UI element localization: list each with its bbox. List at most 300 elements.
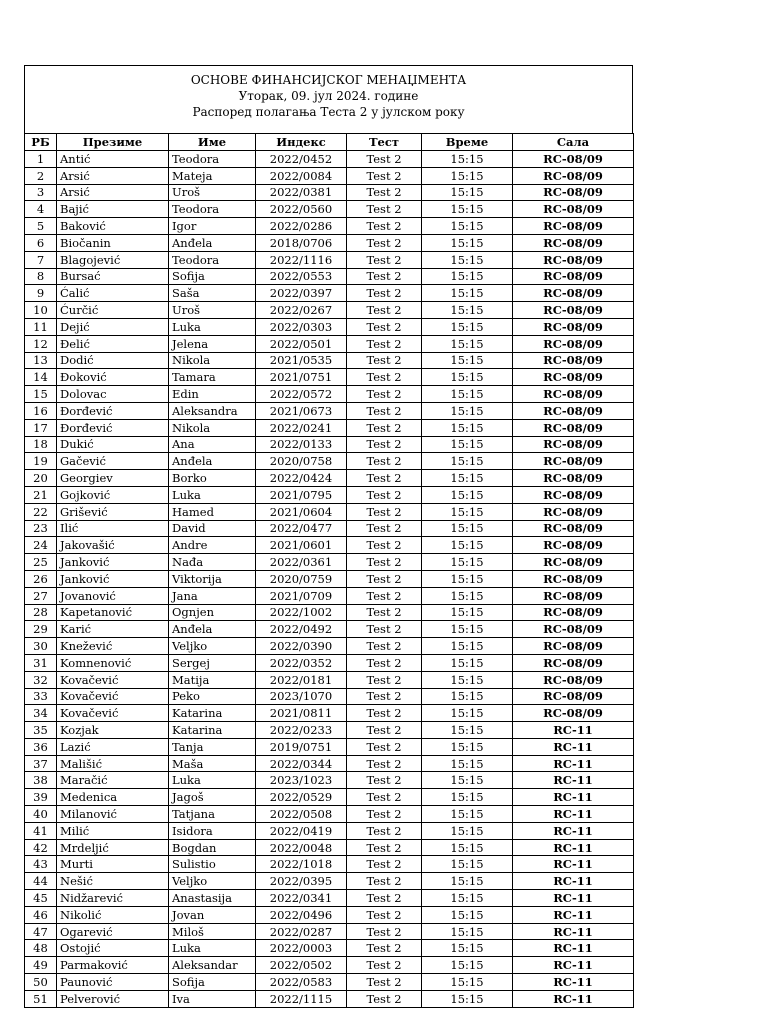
row-number: 10 [25,302,57,319]
row-number: 39 [25,789,57,806]
student-name: Katarina [169,705,256,722]
student-surname: Blagojević [57,251,169,268]
student-name: Uroš [169,184,256,201]
table-row [25,520,634,537]
student-name: Nađa [169,554,256,571]
student-name: Uroš [169,302,256,319]
student-name: Miloš [169,923,256,940]
student-index: 2022/0501 [256,335,347,352]
student-index: 2022/0352 [256,654,347,671]
exam-time: 15:15 [422,839,513,856]
exam-room: RC-08/09 [513,151,634,168]
student-name: Anđela [169,621,256,638]
exam-room: RC-11 [513,772,634,789]
table-row [25,251,634,268]
student-surname: Lazić [57,738,169,755]
exam-test: Test 2 [347,873,422,890]
exam-test: Test 2 [347,554,422,571]
student-surname: Bursać [57,268,169,285]
student-name: Tatjana [169,806,256,823]
column-header-room: Сала [513,134,634,151]
row-number: 12 [25,335,57,352]
exam-test: Test 2 [347,806,422,823]
exam-test: Test 2 [347,856,422,873]
row-number: 30 [25,638,57,655]
row-number: 17 [25,419,57,436]
table-row [25,789,634,806]
row-number: 5 [25,218,57,235]
exam-test: Test 2 [347,638,422,655]
row-number: 9 [25,285,57,302]
exam-test: Test 2 [347,957,422,974]
row-number: 46 [25,906,57,923]
exam-time: 15:15 [422,218,513,235]
exam-test: Test 2 [347,621,422,638]
student-surname: Dejić [57,318,169,335]
student-name: Tanja [169,738,256,755]
exam-time: 15:15 [422,570,513,587]
column-header-index: Индекс [256,134,347,151]
exam-time: 15:15 [422,654,513,671]
student-index: 2021/0535 [256,352,347,369]
exam-room: RC-08/09 [513,604,634,621]
student-surname: Grišević [57,503,169,520]
exam-test: Test 2 [347,906,422,923]
exam-room: RC-08/09 [513,268,634,285]
row-number: 38 [25,772,57,789]
exam-room: RC-11 [513,873,634,890]
table-row [25,436,634,453]
student-name: Maša [169,755,256,772]
student-surname: Murti [57,856,169,873]
exam-test: Test 2 [347,755,422,772]
table-row [25,822,634,839]
student-index: 2022/0341 [256,890,347,907]
row-number: 43 [25,856,57,873]
exam-test: Test 2 [347,923,422,940]
table-row [25,772,634,789]
row-number: 50 [25,974,57,991]
exam-test: Test 2 [347,520,422,537]
student-name: Nikola [169,419,256,436]
row-number: 24 [25,537,57,554]
student-surname: Bajić [57,201,169,218]
table-row [25,738,634,755]
row-number: 42 [25,839,57,856]
exam-time: 15:15 [422,923,513,940]
student-surname: Biočanin [57,234,169,251]
exam-room: RC-08/09 [513,705,634,722]
exam-room: RC-11 [513,856,634,873]
exam-time: 15:15 [422,638,513,655]
student-surname: Arsić [57,184,169,201]
row-number: 14 [25,369,57,386]
row-number: 44 [25,873,57,890]
student-index: 2023/1023 [256,772,347,789]
student-surname: Ilić [57,520,169,537]
student-name: Veljko [169,873,256,890]
exam-time: 15:15 [422,302,513,319]
exam-test: Test 2 [347,940,422,957]
student-surname: Kovačević [57,705,169,722]
student-surname: Arsić [57,167,169,184]
exam-room: RC-08/09 [513,369,634,386]
exam-room: RC-11 [513,738,634,755]
table-row [25,839,634,856]
student-name: Nikola [169,352,256,369]
table-row [25,167,634,184]
column-header-rb: РБ [25,134,57,151]
exam-date: Уторак, 09. јул 2024. године [238,89,419,103]
column-header-test: Тест [347,134,422,151]
student-index: 2021/0604 [256,503,347,520]
document-header [24,65,633,133]
student-index: 2022/0233 [256,722,347,739]
student-surname: Parmaković [57,957,169,974]
exam-test: Test 2 [347,352,422,369]
exam-test: Test 2 [347,251,422,268]
student-index: 2022/0003 [256,940,347,957]
exam-test: Test 2 [347,974,422,991]
exam-time: 15:15 [422,974,513,991]
row-number: 1 [25,151,57,168]
student-surname: Nidžarević [57,890,169,907]
student-index: 2022/0303 [256,318,347,335]
table-row [25,906,634,923]
student-surname: Pelverović [57,990,169,1007]
student-name: David [169,520,256,537]
exam-room: RC-11 [513,839,634,856]
student-index: 2022/0133 [256,436,347,453]
exam-room: RC-08/09 [513,453,634,470]
student-index: 2021/0601 [256,537,347,554]
row-number: 32 [25,671,57,688]
exam-room: RC-08/09 [513,671,634,688]
exam-test: Test 2 [347,302,422,319]
student-name: Anđela [169,453,256,470]
exam-time: 15:15 [422,940,513,957]
table-row [25,285,634,302]
exam-time: 15:15 [422,990,513,1007]
exam-room: RC-08/09 [513,486,634,503]
exam-room: RC-11 [513,906,634,923]
exam-room: RC-11 [513,822,634,839]
exam-time: 15:15 [422,470,513,487]
exam-time: 15:15 [422,486,513,503]
table-row [25,638,634,655]
student-index: 2021/0795 [256,486,347,503]
exam-room: RC-08/09 [513,318,634,335]
student-surname: Kovačević [57,671,169,688]
row-number: 51 [25,990,57,1007]
exam-room: RC-08/09 [513,402,634,419]
table-row [25,671,634,688]
exam-test: Test 2 [347,604,422,621]
exam-test: Test 2 [347,503,422,520]
student-index: 2022/0390 [256,638,347,655]
student-name: Luka [169,486,256,503]
exam-test: Test 2 [347,402,422,419]
student-name: Jagoš [169,789,256,806]
exam-time: 15:15 [422,352,513,369]
student-index: 2018/0706 [256,234,347,251]
student-index: 2022/0181 [256,671,347,688]
table-row [25,386,634,403]
exam-time: 15:15 [422,772,513,789]
student-name: Hamed [169,503,256,520]
exam-time: 15:15 [422,151,513,168]
exam-test: Test 2 [347,470,422,487]
table-row [25,755,634,772]
exam-test: Test 2 [347,436,422,453]
table-row [25,974,634,991]
student-name: Saša [169,285,256,302]
table-row [25,352,634,369]
exam-test: Test 2 [347,151,422,168]
row-number: 28 [25,604,57,621]
student-surname: Đelić [57,335,169,352]
table-row [25,218,634,235]
exam-time: 15:15 [422,806,513,823]
exam-room: RC-08/09 [513,386,634,403]
row-number: 49 [25,957,57,974]
row-number: 40 [25,806,57,823]
row-number: 7 [25,251,57,268]
column-header-name: Име [169,134,256,151]
student-name: Igor [169,218,256,235]
student-index: 2022/0419 [256,822,347,839]
table-row [25,486,634,503]
student-index: 2019/0751 [256,738,347,755]
student-index: 2021/0709 [256,587,347,604]
exam-time: 15:15 [422,251,513,268]
student-surname: Gačević [57,453,169,470]
student-name: Sofija [169,268,256,285]
exam-time: 15:15 [422,856,513,873]
row-number: 37 [25,755,57,772]
table-row [25,705,634,722]
student-surname: Janković [57,554,169,571]
exam-room: RC-08/09 [513,503,634,520]
student-name: Isidora [169,822,256,839]
exam-room: RC-08/09 [513,470,634,487]
student-index: 2020/0758 [256,453,347,470]
student-surname: Knežević [57,638,169,655]
student-index: 2022/0502 [256,957,347,974]
exam-room: RC-08/09 [513,688,634,705]
exam-time: 15:15 [422,234,513,251]
exam-test: Test 2 [347,654,422,671]
student-surname: Kovačević [57,688,169,705]
student-surname: Ostojić [57,940,169,957]
student-index: 2022/0084 [256,167,347,184]
student-index: 2022/0452 [256,151,347,168]
exam-test: Test 2 [347,453,422,470]
student-surname: Baković [57,218,169,235]
student-name: Borko [169,470,256,487]
exam-time: 15:15 [422,503,513,520]
student-index: 2020/0759 [256,570,347,587]
exam-time: 15:15 [422,369,513,386]
student-index: 2022/0477 [256,520,347,537]
student-surname: Medenica [57,789,169,806]
exam-test: Test 2 [347,218,422,235]
student-index: 2022/0529 [256,789,347,806]
exam-room: RC-08/09 [513,218,634,235]
table-row [25,201,634,218]
table-row [25,890,634,907]
exam-time: 15:15 [422,822,513,839]
row-number: 33 [25,688,57,705]
exam-room: RC-11 [513,923,634,940]
schedule-table [24,133,634,1008]
exam-test: Test 2 [347,318,422,335]
student-name: Sofija [169,974,256,991]
exam-time: 15:15 [422,335,513,352]
row-number: 47 [25,923,57,940]
student-surname: Mrdeljić [57,839,169,856]
student-surname: Karić [57,621,169,638]
exam-time: 15:15 [422,268,513,285]
exam-room: RC-11 [513,789,634,806]
student-index: 2021/0751 [256,369,347,386]
student-surname: Dukić [57,436,169,453]
exam-test: Test 2 [347,419,422,436]
table-row [25,453,634,470]
exam-test: Test 2 [347,335,422,352]
student-index: 2022/0424 [256,470,347,487]
student-name: Aleksandar [169,957,256,974]
student-index: 2022/0267 [256,302,347,319]
exam-time: 15:15 [422,873,513,890]
row-number: 20 [25,470,57,487]
row-number: 21 [25,486,57,503]
student-surname: Nikolić [57,906,169,923]
exam-time: 15:15 [422,890,513,907]
exam-room: RC-11 [513,940,634,957]
student-surname: Gojković [57,486,169,503]
row-number: 2 [25,167,57,184]
table-row [25,654,634,671]
row-number: 22 [25,503,57,520]
row-number: 25 [25,554,57,571]
table-row [25,570,634,587]
student-name: Teodora [169,251,256,268]
schedule-sheet [24,65,633,1008]
exam-time: 15:15 [422,957,513,974]
row-number: 34 [25,705,57,722]
column-header-surname: Презиме [57,134,169,151]
student-index: 2022/0492 [256,621,347,638]
table-row [25,234,634,251]
table-row [25,419,634,436]
exam-room: RC-08/09 [513,436,634,453]
exam-time: 15:15 [422,554,513,571]
row-number: 48 [25,940,57,957]
exam-room: RC-11 [513,755,634,772]
exam-room: RC-08/09 [513,302,634,319]
student-name: Luka [169,318,256,335]
student-name: Ognjen [169,604,256,621]
table-row [25,604,634,621]
table-row [25,335,634,352]
table-row [25,722,634,739]
student-name: Viktorija [169,570,256,587]
row-number: 13 [25,352,57,369]
student-surname: Komnenović [57,654,169,671]
student-name: Veljko [169,638,256,655]
student-surname: Jovanović [57,587,169,604]
exam-test: Test 2 [347,822,422,839]
table-row [25,621,634,638]
student-index: 2022/0286 [256,218,347,235]
table-row [25,184,634,201]
table-header-row [25,134,634,151]
student-index: 2022/0361 [256,554,347,571]
exam-time: 15:15 [422,722,513,739]
row-number: 26 [25,570,57,587]
student-surname: Antić [57,151,169,168]
student-index: 2022/0381 [256,184,347,201]
row-number: 11 [25,318,57,335]
table-row [25,688,634,705]
exam-time: 15:15 [422,201,513,218]
table-row [25,873,634,890]
student-name: Matija [169,671,256,688]
student-surname: Ćalić [57,285,169,302]
exam-time: 15:15 [422,436,513,453]
exam-time: 15:15 [422,621,513,638]
exam-room: RC-11 [513,990,634,1007]
exam-time: 15:15 [422,537,513,554]
exam-room: RC-08/09 [513,554,634,571]
student-surname: Kozjak [57,722,169,739]
student-surname: Paunović [57,974,169,991]
exam-time: 15:15 [422,453,513,470]
exam-test: Test 2 [347,369,422,386]
student-surname: Maračić [57,772,169,789]
exam-time: 15:15 [422,671,513,688]
exam-test: Test 2 [347,705,422,722]
student-surname: Ogarević [57,923,169,940]
student-index: 2022/0572 [256,386,347,403]
row-number: 4 [25,201,57,218]
exam-room: RC-08/09 [513,587,634,604]
exam-test: Test 2 [347,839,422,856]
student-name: Peko [169,688,256,705]
table-row [25,537,634,554]
exam-room: RC-08/09 [513,654,634,671]
row-number: 6 [25,234,57,251]
exam-test: Test 2 [347,201,422,218]
student-name: Anastasija [169,890,256,907]
student-index: 2022/0583 [256,974,347,991]
student-name: Teodora [169,151,256,168]
row-number: 29 [25,621,57,638]
exam-room: RC-11 [513,890,634,907]
table-row [25,990,634,1007]
student-surname: Jakovašić [57,537,169,554]
student-surname: Dolovac [57,386,169,403]
exam-room: RC-08/09 [513,251,634,268]
exam-test: Test 2 [347,722,422,739]
student-surname: Kapetanović [57,604,169,621]
student-name: Mateja [169,167,256,184]
exam-time: 15:15 [422,688,513,705]
table-row [25,940,634,957]
exam-room: RC-08/09 [513,638,634,655]
student-index: 2022/0397 [256,285,347,302]
